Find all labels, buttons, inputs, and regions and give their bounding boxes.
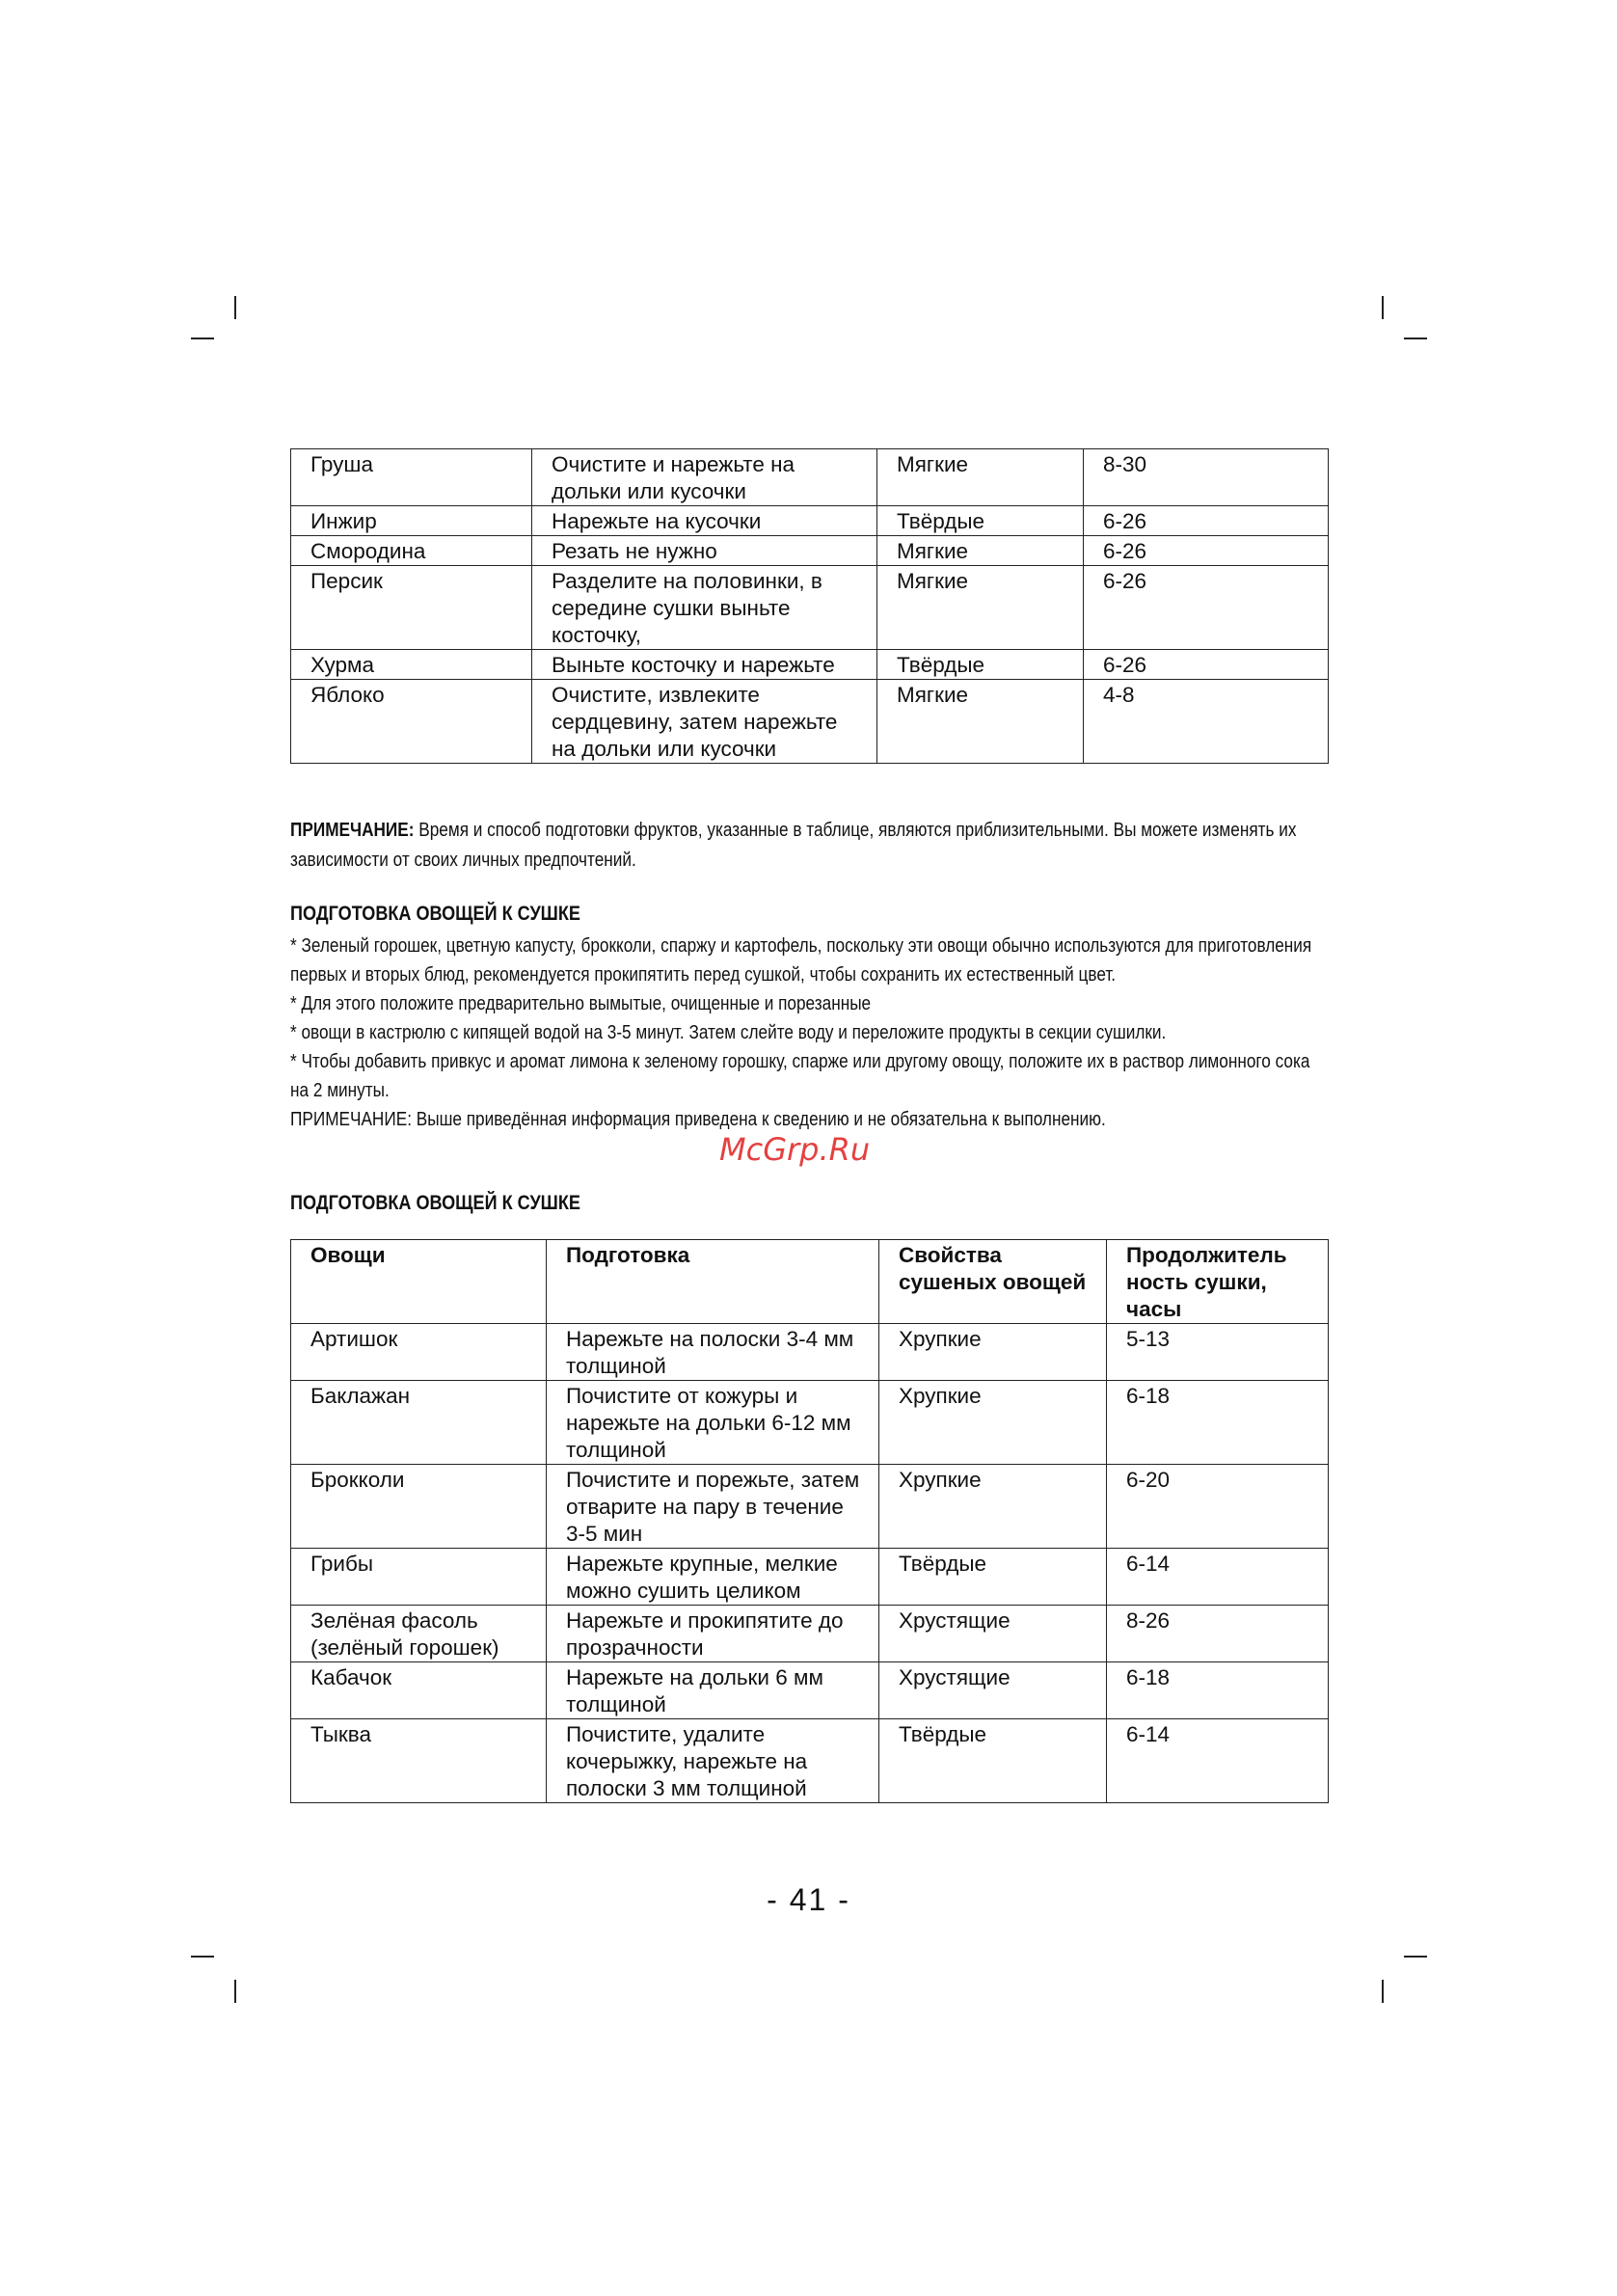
table-cell: Резать не нужно xyxy=(532,536,877,566)
crop-mark xyxy=(191,338,214,339)
table-row xyxy=(291,536,1329,566)
table-row xyxy=(291,1381,1329,1465)
table-cell: Почистите и порежьте, затем отварите на пару в течение 3-5 мин xyxy=(547,1465,879,1549)
crop-mark xyxy=(191,1956,214,1958)
table-row xyxy=(291,680,1329,764)
table-cell: Нарежьте на кусочки xyxy=(532,506,877,536)
table-cell: 6-14 xyxy=(1107,1719,1329,1803)
table-cell: Мягкие xyxy=(877,449,1084,506)
crop-mark xyxy=(1382,296,1384,319)
table-cell: Нарежьте крупные, мелкие можно сушить целиком xyxy=(547,1549,879,1606)
table-cell: Очистите, извлеките сердцевину, затем нарежьте на дольки или кусочки xyxy=(532,680,877,764)
table-cell: 6-14 xyxy=(1107,1549,1329,1606)
table-cell: Яблоко xyxy=(291,680,532,764)
column-header: Подготовка xyxy=(547,1240,879,1324)
crop-mark xyxy=(234,1980,236,2003)
table-row xyxy=(291,650,1329,680)
table-cell: Мягкие xyxy=(877,566,1084,650)
crop-mark xyxy=(1382,1980,1384,2003)
table-cell: Нарежьте на дольки 6 мм толщиной xyxy=(547,1662,879,1719)
section1-line: * Для этого положите предварительно вымытые, очищенные и порезанные xyxy=(290,993,872,1014)
table-cell: Хрустящие xyxy=(879,1606,1107,1662)
note-label: ПРИМЕЧАНИЕ: xyxy=(290,820,415,841)
crop-mark xyxy=(1404,1956,1427,1958)
table-cell: 4-8 xyxy=(1084,680,1329,764)
table-cell: 6-20 xyxy=(1107,1465,1329,1549)
table-cell: Твёрдые xyxy=(877,650,1084,680)
table-cell: Твёрдые xyxy=(879,1719,1107,1803)
table-header-row xyxy=(291,1240,1329,1324)
table-cell: Хрупкие xyxy=(879,1381,1107,1465)
table-cell: Мягкие xyxy=(877,536,1084,566)
table-cell: 8-30 xyxy=(1084,449,1329,506)
section1-line: * Чтобы добавить привкус и аромат лимона к зеленому горошку, спаржe или другому овощу, положите их в раствор лимонного сока на 2 минуты. xyxy=(290,1051,1310,1101)
table-cell: Артишок xyxy=(291,1324,547,1381)
column-header: Овощи xyxy=(291,1240,547,1324)
crop-mark xyxy=(1404,338,1427,339)
column-header: Свойства сушеных овощей xyxy=(879,1240,1107,1324)
table-row xyxy=(291,506,1329,536)
section-heading-1: ПОДГОТОВКА ОВОЩЕЙ К СУШКЕ xyxy=(290,903,580,925)
table-cell: 5-13 xyxy=(1107,1324,1329,1381)
table-cell: Хрупкие xyxy=(879,1324,1107,1381)
section1-line: ПРИМЕЧАНИЕ: Выше приведённая информация приведена к сведению и не обязательна к выполнению. xyxy=(290,1109,1106,1130)
table-cell: 6-26 xyxy=(1084,650,1329,680)
table-cell: Почистите от кожуры и нарежьте на дольки 6-12 мм толщиной xyxy=(547,1381,879,1465)
table-cell: Нарежьте и прокипятите до прозрачности xyxy=(547,1606,879,1662)
table-cell: Тыква xyxy=(291,1719,547,1803)
table-cell: 6-26 xyxy=(1084,536,1329,566)
column-header: Продолжитель ность сушки, часы xyxy=(1107,1240,1329,1324)
table-cell: Твёрдые xyxy=(879,1549,1107,1606)
table-cell: Очистите и нарежьте на дольки или кусочки xyxy=(532,449,877,506)
table-cell: 6-18 xyxy=(1107,1662,1329,1719)
table-row xyxy=(291,1465,1329,1549)
fruit-table xyxy=(290,448,1329,764)
table-cell: Персик xyxy=(291,566,532,650)
table-cell: Хрупкие xyxy=(879,1465,1107,1549)
table-cell: 6-26 xyxy=(1084,566,1329,650)
table-cell: 6-26 xyxy=(1084,506,1329,536)
table-cell: 8-26 xyxy=(1107,1606,1329,1662)
table-cell: Хрустящие xyxy=(879,1662,1107,1719)
watermark: McGrp.Ru xyxy=(719,1131,871,1168)
table-cell: Разделите на половинки, в середине сушки выньте косточку, xyxy=(532,566,877,650)
table-row xyxy=(291,449,1329,506)
page-number: - 41 - xyxy=(767,1882,850,1917)
table-cell: Кабачок xyxy=(291,1662,547,1719)
table-cell: 6-18 xyxy=(1107,1381,1329,1465)
table-cell: Почистите, удалите кочерыжку, нарежьте на полоски 3 мм толщиной xyxy=(547,1719,879,1803)
table-row xyxy=(291,566,1329,650)
table-row xyxy=(291,1549,1329,1606)
table-cell: Твёрдые xyxy=(877,506,1084,536)
table-cell: Баклажан xyxy=(291,1381,547,1465)
table-cell: Грибы xyxy=(291,1549,547,1606)
table-row xyxy=(291,1662,1329,1719)
table-row xyxy=(291,1606,1329,1662)
section1-line: * Зеленый горошек, цветную капусту, брокколи, спаржу и картофель, поскольку эти овощи обычно используются для приготовления первых и вторых блюд, рекомендуется прокипятить перед сушкой, чтобы сохранить их естественный цвет. xyxy=(290,935,1312,986)
table-cell: Смородина xyxy=(291,536,532,566)
table-cell: Мягкие xyxy=(877,680,1084,764)
table-cell: Зелёная фасоль (зелёный горошек) xyxy=(291,1606,547,1662)
table-row xyxy=(291,1719,1329,1803)
table-cell: Груша xyxy=(291,449,532,506)
section1-body xyxy=(290,932,1332,1134)
table-cell: Инжир xyxy=(291,506,532,536)
vegetable-table xyxy=(290,1239,1329,1803)
note-text: Время и способ подготовки фруктов, указанные в таблице, являются приблизительными. Вы можете изменять их зависимости от своих личных предпочтений. xyxy=(290,820,1297,871)
table-cell: Нарежьте на полоски 3-4 мм толщиной xyxy=(547,1324,879,1381)
section-heading-2: ПОДГОТОВКА ОВОЩЕЙ К СУШКЕ xyxy=(290,1192,580,1214)
note-fruit xyxy=(290,816,1332,876)
section1-line: * овощи в кастрюлю с кипящей водой на 3-5 минут. Затем слейте воду и переложите продукты в секции сушилки. xyxy=(290,1022,1167,1043)
crop-mark xyxy=(234,296,236,319)
table-cell: Брокколи xyxy=(291,1465,547,1549)
table-cell: Выньте косточку и нарежьте xyxy=(532,650,877,680)
table-row xyxy=(291,1324,1329,1381)
table-cell: Хурма xyxy=(291,650,532,680)
